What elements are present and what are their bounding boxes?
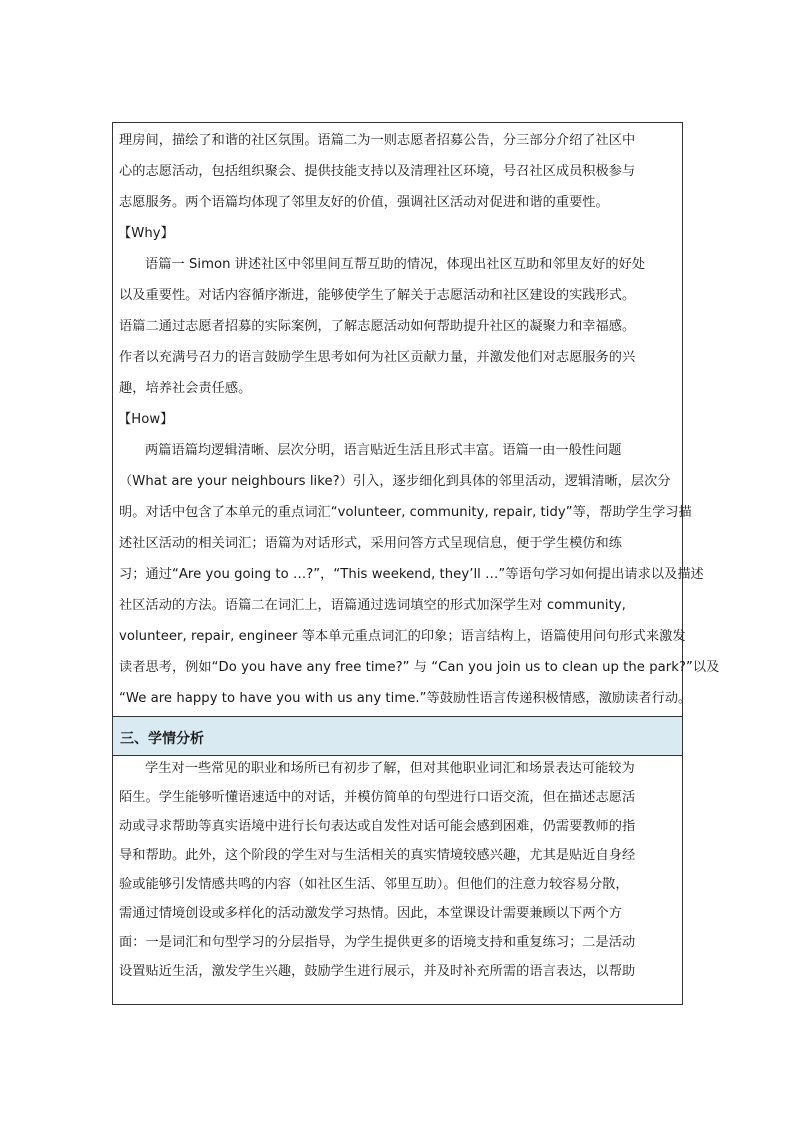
how-heading: 【How】 xyxy=(118,412,174,427)
paragraph-line: 动或寻求帮助等真实语境中进行长句表达或自发性对话可能会感到困难，仍需要教师的指 xyxy=(119,819,636,834)
section-header-learner-analysis xyxy=(113,716,682,756)
paragraph-line: “We are happy to have you with us any time.”等鼓励性语言传递积极情感，激励读者行动。 xyxy=(119,691,692,706)
paragraph-line: 学生对一些常见的职业和场所已有初步了解，但对其他职业词汇和场景表达可能较为 xyxy=(145,761,635,776)
paragraph-line: 语篇一 Simon 讲述社区中邻里间互帮互助的情况，体现出社区互助和邻里友好的好处 xyxy=(145,257,646,272)
paragraph-line: 验或能够引发情感共鸣的内容（如社区生活、邻里互助）。但他们的注意力较容易分散， xyxy=(119,877,629,892)
paragraph-line: 导和帮助。此外，这个阶段的学生对与生活相关的真实情境较感兴趣，尤其是贴近自身经 xyxy=(119,848,636,863)
paragraph-line: volunteer, repair, engineer 等本单元重点词汇的印象；语言结构上，语篇使用问句形式来激发 xyxy=(119,629,686,644)
paragraph-line: 明。对话中包含了本单元的重点词汇“volunteer, community, repair, tidy”等，帮助学生学习描 xyxy=(119,505,692,520)
paragraph-line: 设置贴近生活，激发学生兴趣，鼓励学生进行展示，并及时补充所需的语言表达，以帮助 xyxy=(119,964,636,979)
section-title: 三、学情分析 xyxy=(120,731,204,747)
paragraph-line: 理房间，描绘了和谐的社区氛围。语篇二为一则志愿者招募公告，分三部分介绍了社区中 xyxy=(119,133,636,148)
paragraph-line: 读者思考，例如“Do you have any free time?” 与 “Can you join us to clean up the park?”以及 xyxy=(119,660,720,675)
why-heading: 【Why】 xyxy=(118,226,174,241)
paragraph-line: 陌生。学生能够听懂语速适中的对话，并模仿简单的句型进行口语交流，但在描述志愿活 xyxy=(119,790,636,805)
learner-analysis-cell xyxy=(113,756,682,1004)
paragraph-line: 志愿服务。两个语篇均体现了邻里友好的价值，强调社区活动对促进和谐的重要性。 xyxy=(119,195,609,210)
lesson-plan-table xyxy=(112,122,720,1005)
paragraph-line: 习；通过“Are you going to …?”，“This weekend, they’ll …”等语句学习如何提出请求以及描述 xyxy=(119,567,704,582)
paragraph-line: （What are your neighbours like?）引入，逐步细化到具体的邻里活动，逻辑清晰，层次分 xyxy=(119,474,671,489)
paragraph-line: 两篇语篇均逻辑清晰、层次分明，语言贴近生活且形式丰富。语篇一由一般性问题 xyxy=(145,443,622,458)
text-analysis-cell xyxy=(113,123,720,716)
paragraph-line: 作者以充满号召力的语言鼓励学生思考如何为社区贡献力量，并激发他们对志愿服务的兴 xyxy=(119,350,636,365)
paragraph-line: 语篇二通过志愿者招募的实际案例，了解志愿活动如何帮助提升社区的凝聚力和幸福感。 xyxy=(119,319,636,334)
paragraph-line: 需通过情境创设或多样化的活动激发学习热情。因此，本堂课设计需要兼顾以下两个方 xyxy=(119,906,623,921)
paragraph-line: 社区活动的方法。语篇二在词汇上，语篇通过选词填空的形式加深学生对 community, xyxy=(119,598,626,613)
paragraph-line: 以及重要性。对话内容循序渐进，能够使学生了解关于志愿活动和社区建设的实践形式。 xyxy=(119,288,636,303)
paragraph-line: 述社区活动的相关词汇；语篇为对话形式，采用问答方式呈现信息，便于学生模仿和练 xyxy=(119,536,623,551)
paragraph-line: 心的志愿活动，包括组织聚会、提供技能支持以及清理社区环境，号召社区成员积极参与 xyxy=(119,164,636,179)
paragraph-line: 趣，培养社会责任感。 xyxy=(119,381,252,396)
paragraph-line: 面：一是词汇和句型学习的分层指导，为学生提供更多的语境支持和重复练习；二是活动 xyxy=(119,935,636,950)
